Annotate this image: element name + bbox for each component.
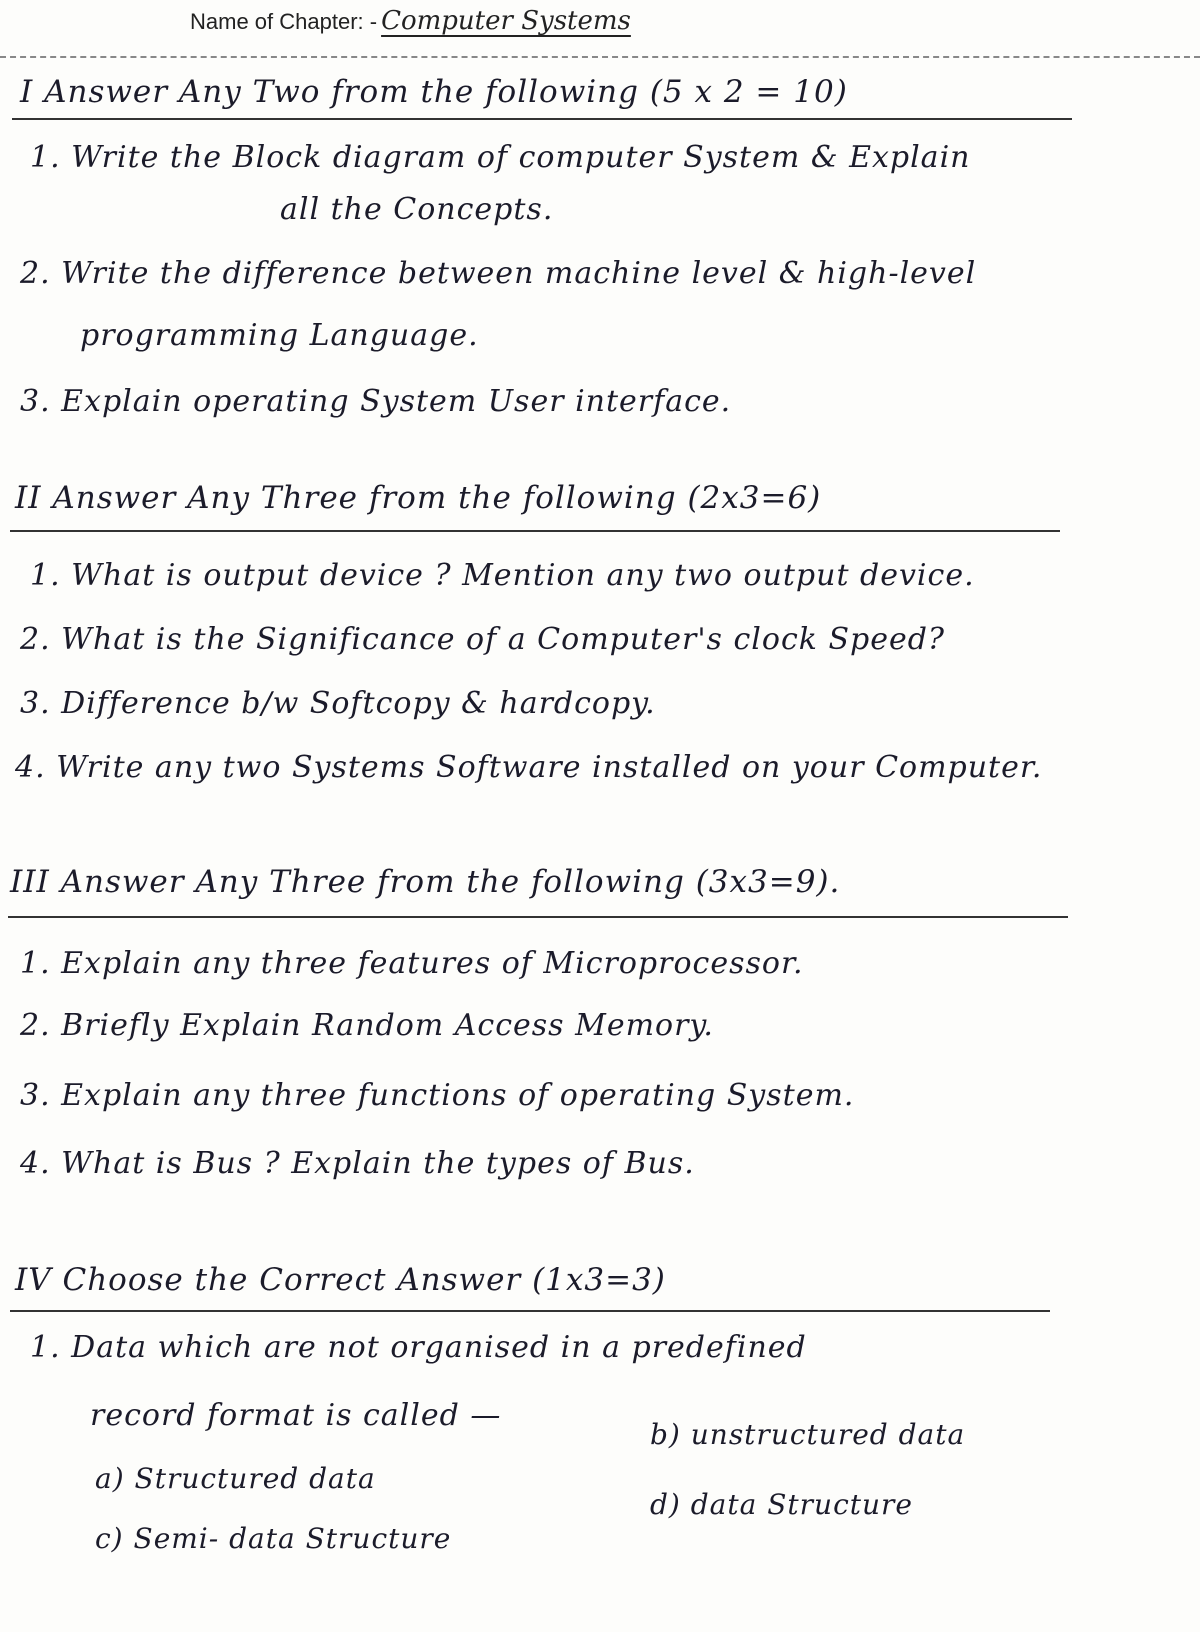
section-4-rule bbox=[10, 1310, 1050, 1312]
question-2-3: 3. Difference b/w Softcopy & hardcopy. bbox=[20, 686, 656, 721]
section-1-heading: I Answer Any Two from the following (5 x 2 = 10) bbox=[20, 74, 848, 110]
question-2-4: 4. Write any two Systems Software installed on your Computer. bbox=[15, 750, 1043, 785]
header-divider bbox=[0, 56, 1200, 58]
question-1-2: 2. Write the difference between machine level & high-level bbox=[20, 256, 977, 291]
question-3-2: 2. Briefly Explain Random Access Memory. bbox=[20, 1008, 714, 1043]
chapter-header bbox=[190, 6, 631, 36]
option-c: c) Semi- data Structure bbox=[95, 1522, 452, 1555]
question-4-1: 1. Data which are not organised in a predefined bbox=[30, 1330, 807, 1365]
question-1-1-cont: all the Concepts. bbox=[280, 192, 554, 227]
chapter-name: Computer Systems bbox=[381, 6, 631, 36]
option-d: d) data Structure bbox=[650, 1488, 913, 1521]
section-4-heading: IV Choose the Correct Answer (1x3=3) bbox=[15, 1262, 666, 1298]
question-1-3: 3. Explain operating System User interface. bbox=[20, 384, 732, 419]
question-3-1: 1. Explain any three features of Microprocessor. bbox=[20, 946, 804, 981]
question-3-4: 4. What is Bus ? Explain the types of Bus. bbox=[20, 1146, 695, 1181]
chapter-label: Name of Chapter: - bbox=[190, 9, 378, 34]
question-2-2: 2. What is the Significance of a Computer's clock Speed? bbox=[20, 622, 946, 657]
section-2-rule bbox=[10, 530, 1060, 532]
question-4-1-cont: record format is called — bbox=[90, 1398, 502, 1433]
question-1-1: 1. Write the Block diagram of computer System & Explain bbox=[30, 140, 971, 175]
section-1-rule bbox=[12, 118, 1072, 120]
question-2-1: 1. What is output device ? Mention any two output device. bbox=[30, 558, 975, 593]
section-3-heading: III Answer Any Three from the following (3x3=9). bbox=[10, 864, 841, 900]
section-3-rule bbox=[8, 916, 1068, 918]
section-2-heading: II Answer Any Three from the following (2x3=6) bbox=[15, 480, 822, 516]
option-b: b) unstructured data bbox=[650, 1418, 966, 1451]
question-1-2-cont: programming Language. bbox=[80, 318, 479, 353]
option-a: a) Structured data bbox=[95, 1462, 376, 1495]
question-3-3: 3. Explain any three functions of operating System. bbox=[20, 1078, 855, 1113]
